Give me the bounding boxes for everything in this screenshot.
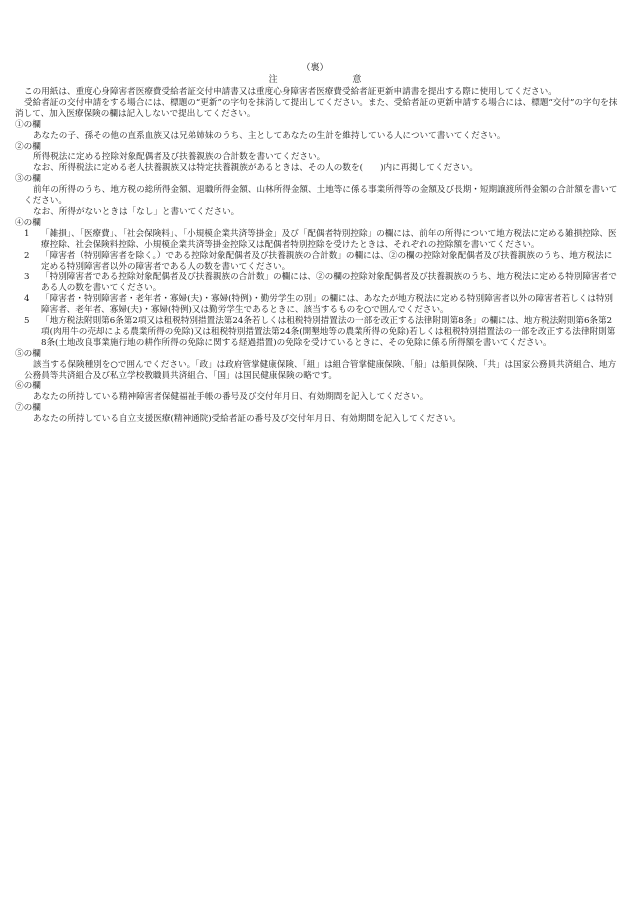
section-heading-5: ⑤の欄	[15, 348, 41, 359]
section-3-text: 前年の所得のうち、地方税の総所得金額、退職所得金額、山林所得金額、土地等に係る事業所得等の金額及び長期・短期譲渡所得金額の合計額を書いてください。	[24, 185, 618, 207]
section-heading-2: ②の欄	[15, 141, 41, 152]
section-2-text: 所得税法に定める控除対象配偶者及び扶養親族の合計数を書いてください。	[33, 152, 326, 163]
section-2-note: なお、所得税法に定める老人扶養親族又は特定扶養親族があるときは、その人の数を( )内に再掲してください。	[33, 163, 478, 174]
intro-paragraph: 受給者証の交付申請をする場合には、標題の“更新”の字句を抹消して提出してください。また、受給者証の更新申請する場合には、標題“交付”の字句を抹消して、加入医療保険の欄は記入しないで提出してください。	[15, 97, 618, 119]
section-heading-3: ③の欄	[15, 174, 41, 185]
section-4-item	[15, 251, 618, 273]
section-4-item	[15, 272, 618, 294]
section-4-item	[15, 316, 618, 349]
notes-body	[15, 87, 618, 425]
intro-paragraph: この用紙は、重度心身障害者医療費受給者証交付申請書又は重度心身障害者医療費受給者証更新申請書を提出する際に使用してください。	[24, 87, 557, 97]
item-text: 「障害者（特別障害者を除く。）である控除対象配偶者及び扶養親族の合計数」の欄には、②の欄の控除対象配偶者及び扶養親族のうち、地方税法に定める特別障害者以外の障害者である人の数を書いてください。	[41, 250, 613, 272]
section-heading-1: ①の欄	[15, 119, 41, 130]
item-number: 4	[24, 294, 30, 305]
section-5-text: 該当する保険種別を○で囲んでください。「政」は政府管掌健康保険、「組」は組合管掌健康保険、「船」は船員保険、「共」は国家公務員共済組合、地方公務員等共済組合及び私立学校教職員共済組合、「国」は国民健康保険の略です。	[24, 359, 617, 381]
section-4-item	[15, 229, 618, 251]
page-side-label: （裏）	[301, 63, 329, 73]
section-6-text: あなたの所持している精神障害者保健福祉手帳の番号及び交付年月日、有効期間を記入してください。	[33, 392, 429, 403]
section-heading-6: ⑥の欄	[15, 381, 41, 392]
section-1-text: あなたの子、孫その他の直系血族又は兄弟姉妹のうち、主としてあなたの生計を維持している人について書いてください。	[33, 130, 506, 141]
item-text: 「雑損」、「医療費」、「社会保険料」、「小規模企業共済等掛金」及び「配偶者特別控除」の欄には、前年の所得について地方税法に定める雑損控除、医療控除、社会保険料控除、小規模企業共済等掛金控除又は配偶者特別控除を受けたときは、それぞれの控除額を書いてください。	[41, 228, 617, 250]
section-7-text: あなたの所持している自立支援医療(精神通院)受給者証の番号及び交付年月日、有効期間を記入してください。	[33, 414, 461, 425]
section-4-item	[15, 294, 618, 316]
item-number: 1	[24, 228, 30, 239]
item-number: 5	[24, 316, 30, 327]
item-text: 「特別障害者である控除対象配偶者及び扶養親族の合計数」の欄には、②の欄の控除対象配偶者及び扶養親族のうち、地方税法に定める特別障害者である人の数を書いてください。	[41, 272, 617, 294]
page-title: 注 意	[268, 75, 398, 85]
item-number: 2	[24, 250, 30, 261]
item-text: 「地方税法附則第6条第2項又は租税特別措置法第24条若しくは租税特別措置法の一部を改正する法律附則第8条」の欄には、地方税法附則第6条第2項(肉用牛の売却による農業所得の免除)又は租税特別措置法第24条(開墾地等の農業所得の免除)若しくは租税特別措置法の一部を改正する法律附則第8条(土地改良事業施行地の耕作所得の免除に関する経過措置)の免除を受けているときに、その免除に係る所得額を書いてください。	[41, 316, 616, 348]
item-number: 3	[24, 272, 30, 283]
item-text: 「障害者・特別障害者・老年者・寡婦(夫)・寡婦(特例)・勤労学生の別」の欄には、あなたが地方税法に定める特別障害者以外の障害者若しくは特別障害者、老年者、寡婦(夫)・寡婦(特例)又は勤労学生であるときに、該当するものを○で囲んでください。	[41, 294, 614, 316]
section-3-note: なお、所得がないときは「なし」と書いてください。	[33, 206, 240, 217]
section-heading-7: ⑦の欄	[15, 403, 41, 414]
section-heading-4: ④の欄	[15, 217, 41, 228]
